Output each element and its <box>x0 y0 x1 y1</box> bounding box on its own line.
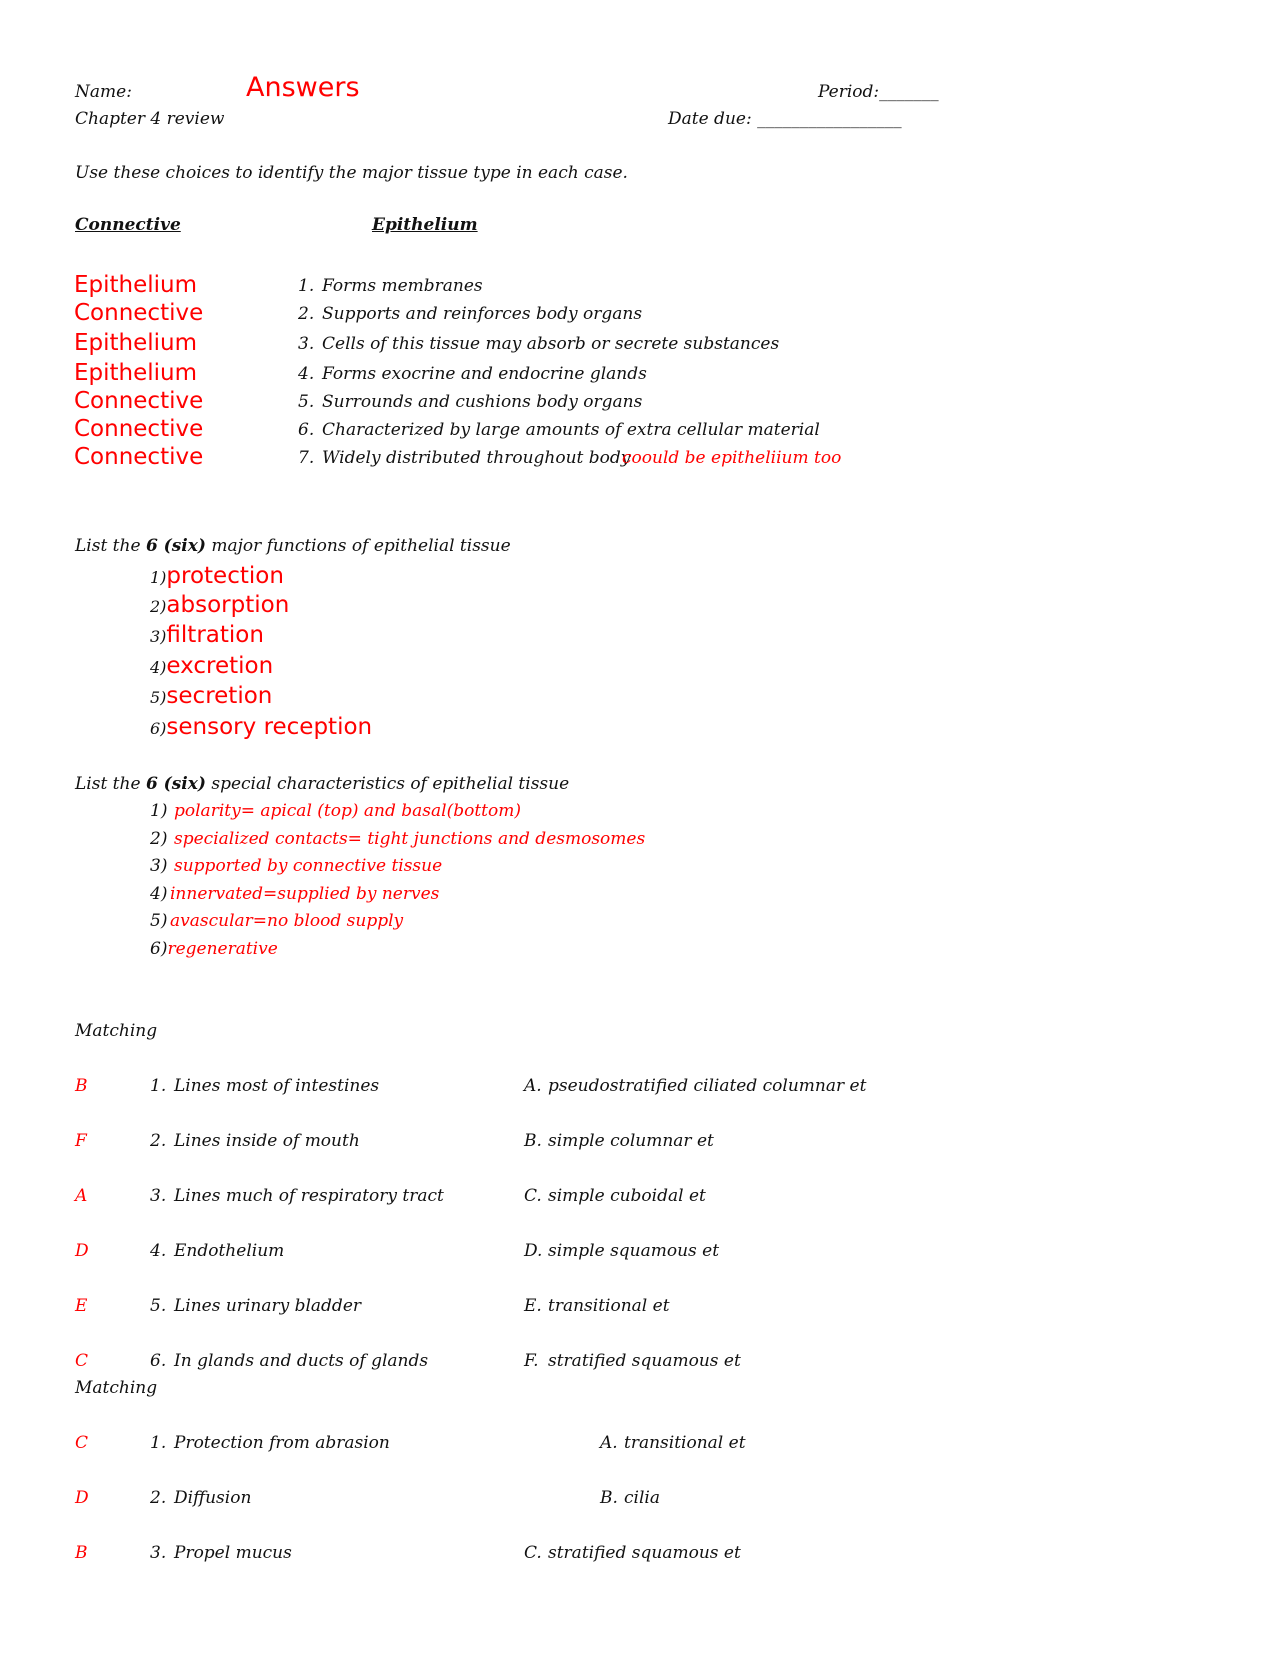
match-item <box>150 1351 428 1371</box>
option-letter: C. <box>524 1186 542 1206</box>
date-due-label: Date due: _________________ <box>668 109 902 129</box>
item-text: In glands and ducts of glands <box>174 1351 429 1371</box>
item-text: Characterized by large amounts of extra cellular material <box>322 420 820 440</box>
tissue-answer: Epithelium <box>74 330 198 356</box>
option-text: simple columnar et <box>548 1131 714 1151</box>
item-text: Endothelium <box>174 1241 285 1261</box>
list-item <box>150 911 403 931</box>
tissue-answer: Connective <box>74 416 204 442</box>
list-item <box>150 829 645 849</box>
match-option <box>524 1296 670 1316</box>
tissue-answer: Epithelium <box>74 272 198 298</box>
item-text: Lines much of respiratory tract <box>174 1186 444 1206</box>
match-answer: E <box>75 1296 88 1316</box>
item-number: 3. <box>150 1186 167 1206</box>
option-text: stratified squamous et <box>548 1543 741 1563</box>
option-letter: E. <box>524 1296 542 1316</box>
option-text: transitional et <box>548 1296 670 1316</box>
tissue-answer: Epithelium <box>74 360 198 386</box>
item-text: absorption <box>166 592 290 618</box>
item-number: 6) <box>150 939 168 959</box>
tissue-item <box>298 304 642 324</box>
match-item <box>150 1241 284 1261</box>
match-answer: C <box>75 1433 89 1453</box>
item-number: 1. <box>298 276 315 296</box>
tissue-item <box>298 448 630 468</box>
item-number: 4. <box>298 364 315 384</box>
item-number: 5) <box>150 911 168 931</box>
item-text: specialized contacts= tight junctions and desmosomes <box>174 829 646 849</box>
option-letter: B. <box>600 1488 618 1508</box>
item-text: secretion <box>166 683 273 709</box>
item-text: Surrounds and cushions body organs <box>322 392 643 412</box>
list-item <box>150 884 439 904</box>
item-text: Lines inside of mouth <box>174 1131 360 1151</box>
option-letter: F. <box>524 1351 539 1371</box>
option-text: cilia <box>624 1488 660 1508</box>
item-text: filtration <box>166 622 264 648</box>
answer-note: coould be epitheliium too <box>622 448 842 468</box>
characteristics-prompt <box>75 774 569 794</box>
match-answer: D <box>75 1241 89 1261</box>
item-text: avascular=no blood supply <box>170 911 404 931</box>
list-item <box>150 714 372 740</box>
item-text: supported by connective tissue <box>174 856 443 876</box>
tissue-answer: Connective <box>74 444 204 470</box>
item-number: 7. <box>298 448 315 468</box>
item-text: Lines most of intestines <box>174 1076 380 1096</box>
match-option <box>524 1131 714 1151</box>
item-number: 3) <box>150 627 167 646</box>
item-text: Supports and reinforces body organs <box>322 304 643 324</box>
option-text: stratified squamous et <box>548 1351 741 1371</box>
item-number: 5. <box>150 1296 167 1316</box>
match-item <box>150 1433 390 1453</box>
item-number: 5. <box>298 392 315 412</box>
list-item <box>150 683 272 709</box>
instruction-text: Use these choices to identify the major tissue type in each case. <box>75 163 628 183</box>
item-number: 3. <box>298 334 315 354</box>
match-option <box>524 1076 866 1096</box>
item-number: 5) <box>150 688 167 707</box>
tissue-item <box>298 420 820 440</box>
match-option <box>600 1433 746 1453</box>
option-letter: D. <box>524 1241 543 1261</box>
item-number: 4) <box>150 884 168 904</box>
match-item <box>150 1186 444 1206</box>
tissue-answer: Connective <box>74 388 204 414</box>
prompt-bold: 6 (six) <box>145 774 206 794</box>
tissue-item <box>298 364 647 384</box>
choice-connective: Connective <box>75 215 181 235</box>
option-letter: A. <box>600 1433 618 1453</box>
match-item <box>150 1543 292 1563</box>
prompt-post: major functions of epithelial tissue <box>211 536 511 556</box>
item-number: 2) <box>150 829 168 849</box>
item-number: 2. <box>150 1488 167 1508</box>
answers-title: Answers <box>246 72 360 103</box>
item-text: protection <box>166 563 284 589</box>
prompt-pre: List the <box>75 774 141 794</box>
item-number: 1. <box>150 1076 167 1096</box>
tissue-item <box>298 276 483 296</box>
item-text: polarity= apical (top) and basal(bottom) <box>174 801 521 821</box>
name-label: Name: <box>75 82 132 102</box>
item-number: 2) <box>150 597 167 616</box>
item-text: Protection from abrasion <box>174 1433 390 1453</box>
match-answer: D <box>75 1488 89 1508</box>
match-option <box>524 1241 719 1261</box>
list-item <box>150 622 264 648</box>
match-option <box>524 1543 741 1563</box>
item-number: 6) <box>150 719 167 738</box>
match-answer: B <box>75 1543 88 1563</box>
option-text: pseudostratified ciliated columnar et <box>548 1076 867 1096</box>
option-text: simple cuboidal et <box>548 1186 706 1206</box>
list-item <box>150 563 284 589</box>
match-answer: C <box>75 1351 89 1371</box>
item-text: Forms exocrine and endocrine glands <box>322 364 647 384</box>
item-number: 1. <box>150 1433 167 1453</box>
option-letter: B. <box>524 1131 542 1151</box>
prompt-post: special characteristics of epithelial tissue <box>211 774 570 794</box>
item-text: excretion <box>166 653 274 679</box>
functions-prompt <box>75 536 511 556</box>
item-number: 2. <box>150 1131 167 1151</box>
item-number: 1) <box>150 568 167 587</box>
match-option <box>524 1351 741 1371</box>
match-item <box>150 1076 379 1096</box>
chapter-label: Chapter 4 review <box>75 109 225 129</box>
option-letter: C. <box>524 1543 542 1563</box>
item-number: 6. <box>298 420 315 440</box>
item-text: Diffusion <box>174 1488 252 1508</box>
item-text: sensory reception <box>166 714 373 740</box>
list-item <box>150 801 521 821</box>
match-option <box>524 1186 706 1206</box>
item-text: Lines urinary bladder <box>174 1296 361 1316</box>
item-number: 1) <box>150 801 168 821</box>
match-item <box>150 1296 361 1316</box>
option-text: simple squamous et <box>548 1241 720 1261</box>
option-text: transitional et <box>624 1433 746 1453</box>
match-item <box>150 1131 360 1151</box>
tissue-answer: Connective <box>74 300 204 326</box>
option-letter: A. <box>524 1076 542 1096</box>
list-item <box>150 856 442 876</box>
tissue-item <box>298 334 779 354</box>
item-text: Propel mucus <box>174 1543 292 1563</box>
item-number: 3) <box>150 856 168 876</box>
item-text: innervated=supplied by nerves <box>170 884 440 904</box>
match-answer: F <box>75 1131 87 1151</box>
item-number: 2. <box>298 304 315 324</box>
item-number: 4. <box>150 1241 167 1261</box>
match-option <box>600 1488 660 1508</box>
list-item <box>150 939 278 959</box>
item-text: regenerative <box>167 939 278 959</box>
prompt-bold: 6 (six) <box>145 536 206 556</box>
matching-title: Matching <box>75 1021 158 1041</box>
matching-title: Matching <box>75 1378 158 1398</box>
item-number: 3. <box>150 1543 167 1563</box>
list-item <box>150 592 289 618</box>
tissue-item <box>298 392 642 412</box>
item-text: Widely distributed throughout body <box>322 448 631 468</box>
item-text: Forms membranes <box>322 276 483 296</box>
match-item <box>150 1488 251 1508</box>
choice-epithelium: Epithelium <box>372 215 478 235</box>
item-number: 6. <box>150 1351 167 1371</box>
prompt-pre: List the <box>75 536 141 556</box>
item-number: 4) <box>150 658 167 677</box>
match-answer: B <box>75 1076 88 1096</box>
item-text: Cells of this tissue may absorb or secrete substances <box>322 334 780 354</box>
list-item <box>150 653 273 679</box>
period-label: Period:_______ <box>818 82 939 102</box>
match-answer: A <box>75 1186 88 1206</box>
